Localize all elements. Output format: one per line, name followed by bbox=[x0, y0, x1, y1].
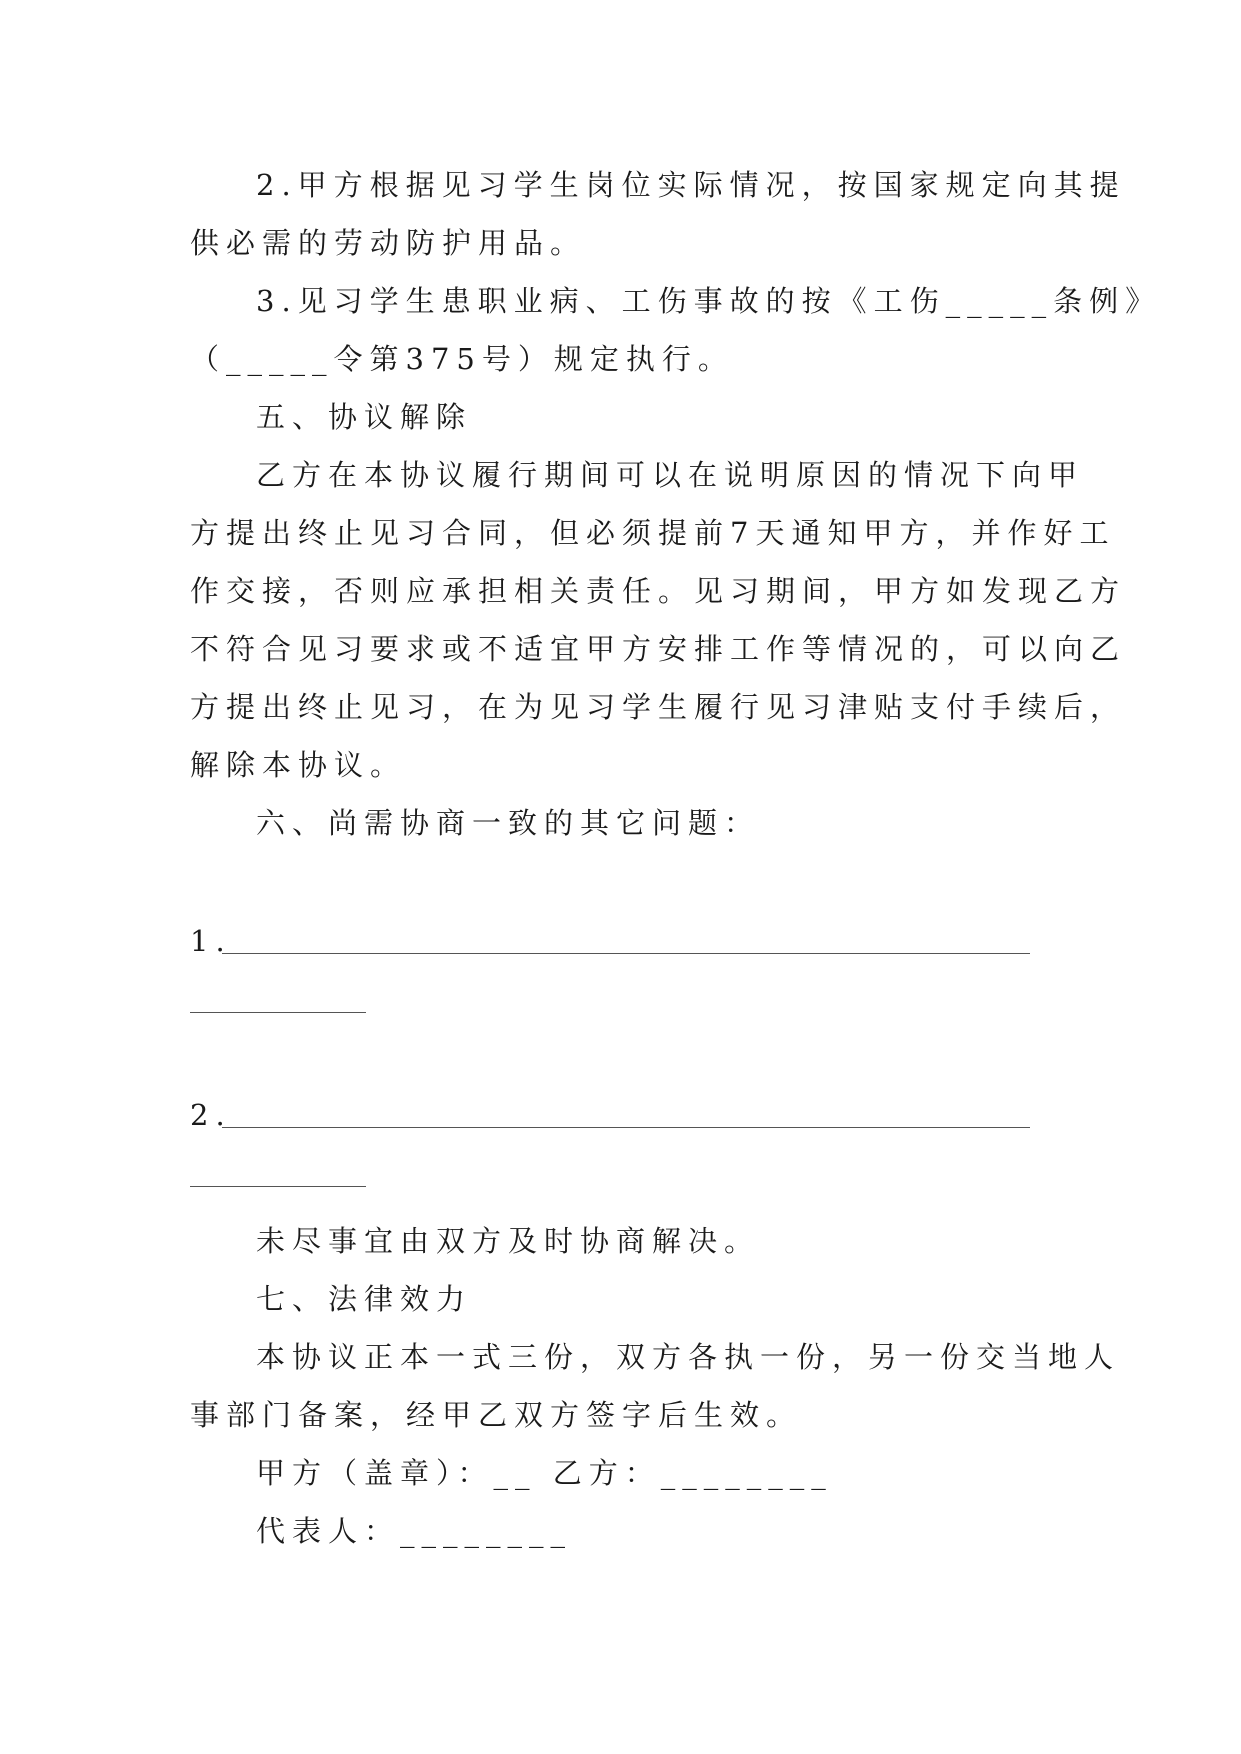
section-7-heading: 七、法律效力 bbox=[256, 1282, 473, 1316]
section-5-line-4: 不符合见习要求或不适宜甲方安排工作等情况的，可以向乙 bbox=[190, 632, 1127, 666]
section-7-line-2: 事部门备案，经甲乙双方签字后生效。 bbox=[190, 1398, 803, 1432]
section-6-closing: 未尽事宜由双方及时协商解决。 bbox=[256, 1224, 761, 1258]
section-7-line-1: 本协议正本一式三份，双方各执一份，另一份交当地人 bbox=[256, 1340, 1121, 1374]
signature-representative-line: 代表人：________ bbox=[256, 1514, 573, 1548]
blank-item-1-number: 1. bbox=[190, 924, 232, 958]
clause-4-item-3-line-1: 3.见习学生患职业病、工伤事故的按《工伤_____条例》 bbox=[256, 284, 1162, 318]
clause-4-item-2-line-2: 供必需的劳动防护用品。 bbox=[190, 226, 587, 260]
section-5-line-3: 作交接，否则应承担相关责任。见习期间，甲方如发现乙方 bbox=[190, 574, 1127, 608]
blank-item-2-rule-continuation bbox=[190, 1186, 366, 1187]
clause-4-item-3-line-2: （_____令第375号）规定执行。 bbox=[190, 342, 734, 376]
section-5-line-5: 方提出终止见习，在为见习学生履行见习津贴支付手续后， bbox=[190, 690, 1127, 724]
blank-item-1-rule-continuation bbox=[190, 1012, 366, 1013]
section-6-heading: 六、尚需协商一致的其它问题： bbox=[256, 806, 761, 840]
signature-party-line: 甲方（盖章）：__ 乙方：________ bbox=[256, 1456, 833, 1490]
section-5-line-6: 解除本协议。 bbox=[190, 748, 407, 782]
blank-item-1-rule bbox=[222, 953, 1030, 954]
blank-item-2-number: 2. bbox=[190, 1098, 232, 1132]
blank-item-2-rule bbox=[222, 1127, 1030, 1128]
clause-4-item-2-line-1: 2.甲方根据见习学生岗位实际情况，按国家规定向其提 bbox=[256, 168, 1126, 202]
section-5-heading: 五、协议解除 bbox=[256, 400, 473, 434]
section-5-line-1: 乙方在本协议履行期间可以在说明原因的情况下向甲 bbox=[256, 458, 1085, 492]
section-5-line-2: 方提出终止见习合同，但必须提前7天通知甲方，并作好工 bbox=[190, 516, 1116, 550]
